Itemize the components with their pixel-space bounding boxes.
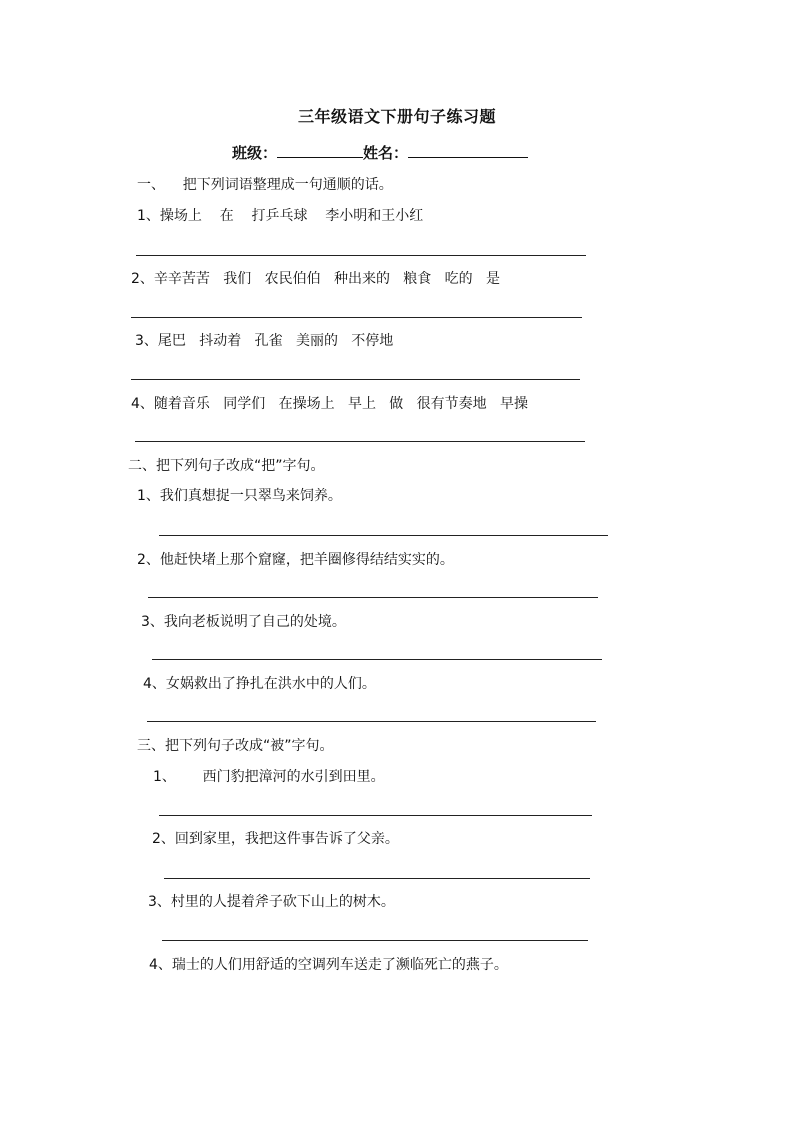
section3-heading: 三、把下列句子改成“被”字句。 (137, 738, 334, 754)
section2-heading: 二、把下列句子改成“把”字句。 (128, 458, 325, 474)
section1-item-1: 1、操场上 在 打乒乓球 李小明和王小红 (137, 208, 424, 224)
section1-item-2: 2、辛辛苦苦 我们 农民伯伯 种出来的 粮食 吃的 是 (131, 271, 501, 287)
section2-answer-line-3[interactable] (152, 659, 602, 660)
section2-item-1: 1、我们真想捉一只翠鸟来饲养。 (137, 488, 342, 504)
section2-item-4: 4、女娲救出了挣扎在洪水中的人们。 (143, 676, 376, 692)
class-label: 班级： (232, 144, 278, 162)
section1-item-3: 3、尾巴 抖动着 孔雀 美丽的 不停地 (135, 333, 394, 349)
section2-answer-line-1[interactable] (159, 535, 608, 536)
section3-item-2: 2、回到家里，我把这件事告诉了父亲。 (152, 831, 399, 847)
name-label: 姓名： (363, 144, 409, 162)
section1-answer-line-4[interactable] (135, 441, 585, 442)
section3-item-1: 1、 西门豹把漳河的水引到田里。 (153, 769, 385, 785)
section1-answer-line-3[interactable] (131, 379, 580, 380)
page-title: 三年级语文下册句子练习题 (297, 107, 496, 126)
section1-answer-line-2[interactable] (131, 317, 582, 318)
name-blank[interactable] (408, 143, 528, 158)
class-name-line (232, 142, 528, 163)
section1-answer-line-1[interactable] (136, 255, 586, 256)
section2-answer-line-4[interactable] (147, 721, 596, 722)
section1-heading: 一、 把下列词语整理成一句通顺的话。 (137, 177, 393, 193)
class-blank[interactable] (277, 143, 363, 158)
section3-item-4: 4、瑞士的人们用舒适的空调列车送走了濒临死亡的燕子。 (149, 957, 508, 973)
section3-item-3: 3、村里的人提着斧子砍下山上的树木。 (148, 894, 395, 910)
section2-answer-line-2[interactable] (148, 597, 598, 598)
section3-answer-line-1[interactable] (159, 815, 592, 816)
section3-answer-line-2[interactable] (164, 878, 590, 879)
section2-item-2: 2、他赶快堵上那个窟窿，把羊圈修得结结实实的。 (137, 552, 454, 568)
section2-item-3: 3、我向老板说明了自己的处境。 (141, 614, 346, 630)
section1-item-4: 4、随着音乐 同学们 在操场上 早上 做 很有节奏地 早操 (131, 396, 529, 412)
section3-answer-line-3[interactable] (162, 940, 588, 941)
